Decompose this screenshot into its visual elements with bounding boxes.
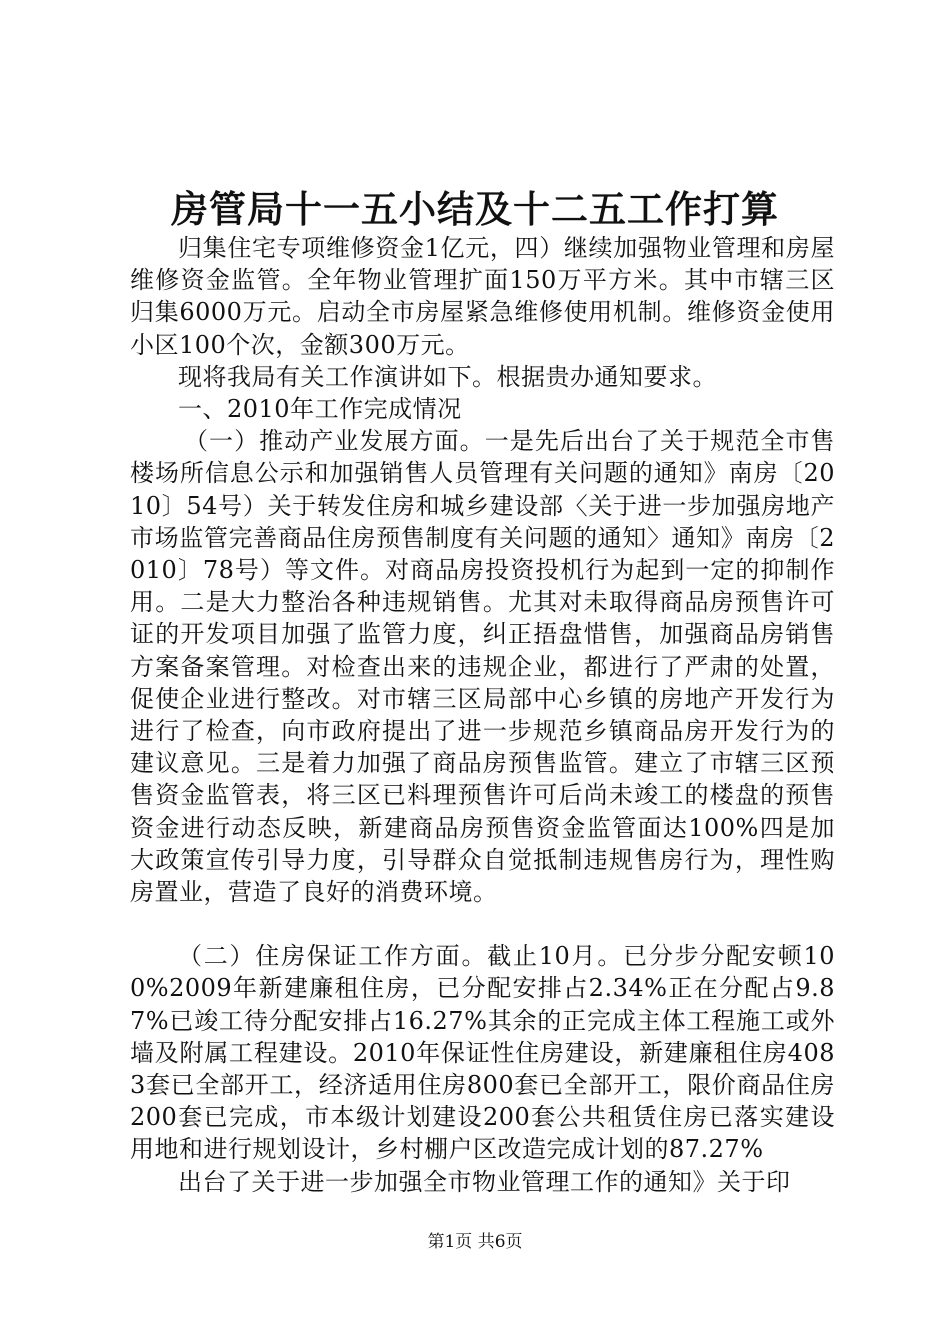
document-body bbox=[130, 232, 835, 1198]
paragraph-intro: 现将我局有关工作演讲如下。根据贵办通知要求。 bbox=[178, 362, 717, 391]
paragraph-maintenance-fund: 归集住宅专项维修资金1亿元，四）继续加强物业管理和房屋维修资金监管。全年物业管理扩面150万平方米。其中市辖三区归集6000万元。启动全市房屋紧急维修使用机制。维修资金使用小区100个次，金额300万元。 bbox=[130, 234, 835, 359]
paragraph-housing-security: （二）住房保证工作方面。截止10月。已分步分配安顿100%2009年新建廉租住房，已分配安排占2.34%正在分配占9.87%已竣工待分配安排占16.27%其余的正完成主体工程施工或外墙及附属工程建设。2010年保证性住房建设，新建廉租住房4083套已全部开工，经济适用住房800套已全部开工，限价商品住房200套已完成，市本级计划建设200套公共租赁住房已落实建设用地和进行规划设计，乡村棚户区改造完成计划的87.27% bbox=[130, 942, 835, 1164]
paragraph-industry-development: （一）推动产业发展方面。一是先后出台了关于规范全市售楼场所信息公示和加强销售人员管理有关问题的通知》南房〔2010〕54号）关于转发住房和城乡建设部〈关于进一步加强房地产市场监管完善商品住房预售制度有关问题的通知〉通知》南房〔2010〕78号）等文件。对商品房投资投机行为起到一定的抑制作用。二是大力整治各种违规销售。尤其对未取得商品房预售许可证的开发项目加强了监管力度，纠正捂盘惜售，加强商品房销售方案备案管理。对检查出来的违规企业，都进行了严肃的处置，促使企业进行整改。对市辖三区局部中心乡镇的房地产开发行为进行了检查，向市政府提出了进一步规范乡镇商品房开发行为的建议意见。三是着力加强了商品房预售监管。建立了市辖三区预售资金监管表，将三区已料理预售许可后尚未竣工的楼盘的预售资金进行动态反映，新建商品房预售资金监管面达100%四是加大政策宣传引导力度，引导群众自觉抵制违规售房行为，理性购房置业，营造了良好的消费环境。 bbox=[130, 427, 835, 907]
section-heading-2010: 一、2010年工作完成情况 bbox=[178, 395, 462, 424]
document-title: 房管局十一五小结及十二五工作打算 bbox=[171, 187, 779, 231]
page-number-footer: 第1页 共6页 bbox=[427, 1232, 523, 1252]
paragraph-property-management: 出台了关于进一步加强全市物业管理工作的通知》关于印 bbox=[178, 1167, 791, 1196]
